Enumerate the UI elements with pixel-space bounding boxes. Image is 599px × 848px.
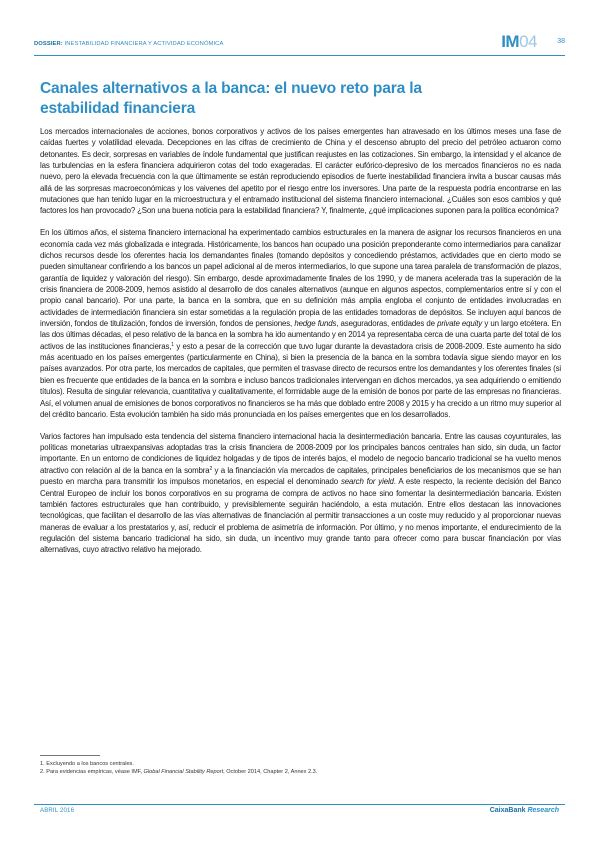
brand-logo — [490, 807, 559, 814]
footnote-divider — [40, 755, 100, 756]
text-run: Varios factores han impulsado esta tendencia del sistema financiero internacional hacia la desintermediación bancaria. Entre las causas coyunturales, las políticas monetarias ultraexpansivas adoptadas tras la crisis financiera de 2008-2009 por los principales bancos centrales han sido, sin duda, un factor importante. En un entorno de condiciones de liquidez holgadas y de tipos de interés bajos, el modelo de negocio bancario tradicional se ha vuelto menos atractivo con relación al de la banca en la sombra — [40, 431, 561, 475]
paragraph-structural-changes — [40, 227, 561, 420]
section-label — [34, 41, 223, 47]
article-title: Canales alternativos a la banca: el nuevo reto para la estabilidad financiera — [40, 80, 422, 117]
header-divider — [34, 55, 565, 56]
article-body — [40, 126, 561, 566]
page-header — [34, 32, 565, 56]
text-run: . A este respecto, la reciente decisión del Banco Central Europeo de incluir los bonos corporativos en su programa de compra de activos no hace sino fomentar la desintermediación bancaria. Existen también factores estructurales que han contribuido, y previsiblemente seguirán haciéndolo, a esta mutación. Entre ellos destacan las innovaciones tecnológicas, que facilitan el desarrollo de las vías alternativas de financiación al permitir transacciones a un coste muy reducido y al proporcionar nuevas maneras de evaluar a los prestatarios y, así, reducir el problema de asimetría de información. Por último, y no menos importante, el endurecimiento de la regulación del sistema bancario tradicional ha sido, sin duda, un incentivo muy grande tanto para ofrecer como para buscar financiación por vías alternativas, cuyo atractivo relativo ha mejorado. — [40, 477, 561, 555]
text-run: En los últimos años, el sistema financiero internacional ha experimentado cambios estructurales en la manera de asignar los recursos financieros en una economía cada vez más globalizada e integrada. Históricamente, los bancos han ocupado una posición preponderante como intermediarios para canalizar dichos recursos desde los oferentes hacia los demandantes finales (tomando depósitos y concediendo préstamos, actividades que en cierto modo se pueden simultanear confiriendo a los bancos un papel adicional al de meros intermediarios, lo que supone una tarea paralela de transformación de plazos, garantía de liquidez y valoración del riesgo). Sin embargo, desde aproximadamente finales de los 1990, y de manera acelerada tras la superación de la crisis financiera de 2008-2009, hemos asistido al desarrollo de dos canales alternativos (aunque en algunos aspectos, complementarios entre sí y con el propio canal bancario). Por una parte, la banca en la sombra, que en su definición más amplia engloba el conjunto de entidades involucradas en actividades de intermediación financiera sin estar sometidas a la regulación propia de las entidades tomadoras de depósitos. Se incluyen aquí bancos de inversión, fondos de titulización, fondos de inversión, fondos de pensiones, — [40, 228, 561, 329]
footnote-ref: 1 — [171, 341, 174, 348]
publication-logo — [501, 32, 537, 52]
text-run: , aseguradoras, entidades de — [336, 319, 438, 329]
text-run: , October 2014, Chapter 2, Annex 2.3. — [223, 769, 318, 776]
logo-number: 04 — [519, 32, 537, 51]
paragraph-intro: Los mercados internacionales de acciones, bonos corporativos y activos de los países emergentes han atravesado en los últimos meses una fase de caídas fuertes y volatilidad elevada. Decepciones en las cifras de crecimiento de China y el descenso abrupto del precio del petróleo actuaron como detonantes. Es decir, sorpresas en variables de índole fundamental que justifican reajustes en las cotizaciones. Sin embargo, la intensidad y el alcance de las turbulencias en la esfera financiera adquirieron cotas del todo exageradas. El carácter eufórico-depresivo de los mercados financieros no es nada nuevo, pero la elevada frecuencia con la que últimamente se están reproduciendo episodios de fuerte inestabilidad financiera invita a buscar causas más allá de las sorpresas macroeconómicas y los vaivenes del apetito por el riesgo entre los inversores. Una parte de la respuesta podría encontrarse en las mutaciones que han tenido lugar en la microestructura y el entramado institucional del sistema financiero internacional. ¿Cuáles son esos cambios y qué factores los han provocado? ¿Son una buena noticia para la estabilidad financiera? Y, finalmente, ¿qué implicaciones suponen para la política económica? — [40, 127, 561, 216]
text-run: y un largo etcétera. En las dos últimas décadas, el peso relativo de la banca en la sombra ha ido aumentando y en 2014 ya representaba cerca de una cuarta parte del total de los activos de las instituciones financieras, — [40, 319, 561, 351]
page-number: 38 — [557, 38, 565, 45]
brand-suffix: Research — [527, 807, 559, 814]
paragraph-factors — [40, 431, 561, 556]
brand-name: CaixaBank — [489, 807, 526, 814]
footer-divider — [34, 804, 565, 805]
italic-term: private equity — [437, 319, 483, 329]
footnote-2 — [40, 768, 560, 776]
italic-term: hedge funds — [294, 319, 337, 329]
italic-term: Global Financial Stability Report — [143, 769, 224, 776]
footnote-1: 1. Excluyendo a los bancos centrales. — [40, 761, 134, 767]
footnotes — [40, 760, 560, 777]
italic-term: search for yield — [340, 477, 394, 487]
issue-date: ABRIL 2016 — [40, 808, 75, 814]
footnote-ref: 2 — [209, 465, 213, 472]
text-run: y a la financiación vía mercados de capitales, principales beneficiarios de los mecanismos que se han puesto en marcha para transmitir los impulsos monetarios, en especial el denominado — [40, 465, 561, 487]
section-title: INESTABILIDAD FINANCIERA Y ACTIVIDAD ECONÓMICA — [64, 41, 224, 47]
logo-letters: IM — [501, 32, 520, 51]
dossier-tag: DOSSIER: — [34, 41, 63, 47]
text-run: 2. Para evidencias empíricas, véase IMF, — [40, 769, 144, 776]
text-run: y esto a pesar de la corrección que tuvo lugar durante la devastadora crisis de 2008-2009. Este aumento ha sido más acentuado en los países emergentes (particularmente en China), si bien la presencia de la banca en la sombra todavía sigue siendo mayor en los países avanzados. Por otra parte, los mercados de capitales, que permiten el trasvase directo de recursos entre los demandantes y los oferentes finales (si bien es frecuente que entidades de la banca en la sombra e incluso bancos tradicionales intervengan en dichos mercados, ya sea adquiriendo o emitiendo títulos). Resulta de singular relevancia, cuantitativa y cualitativamente, el formidable auge de la emisión de bonos por parte de las empresas no financieras. Así, el volumen anual de emisiones de bonos corporativos no financieros se ha más que doblado entre 2008 y 2015 y ha crecido a un ritmo muy superior al del crédito bancario. Esta evolución también ha sido más pronunciada en los países emergentes que en los desarrollados. — [40, 341, 561, 419]
